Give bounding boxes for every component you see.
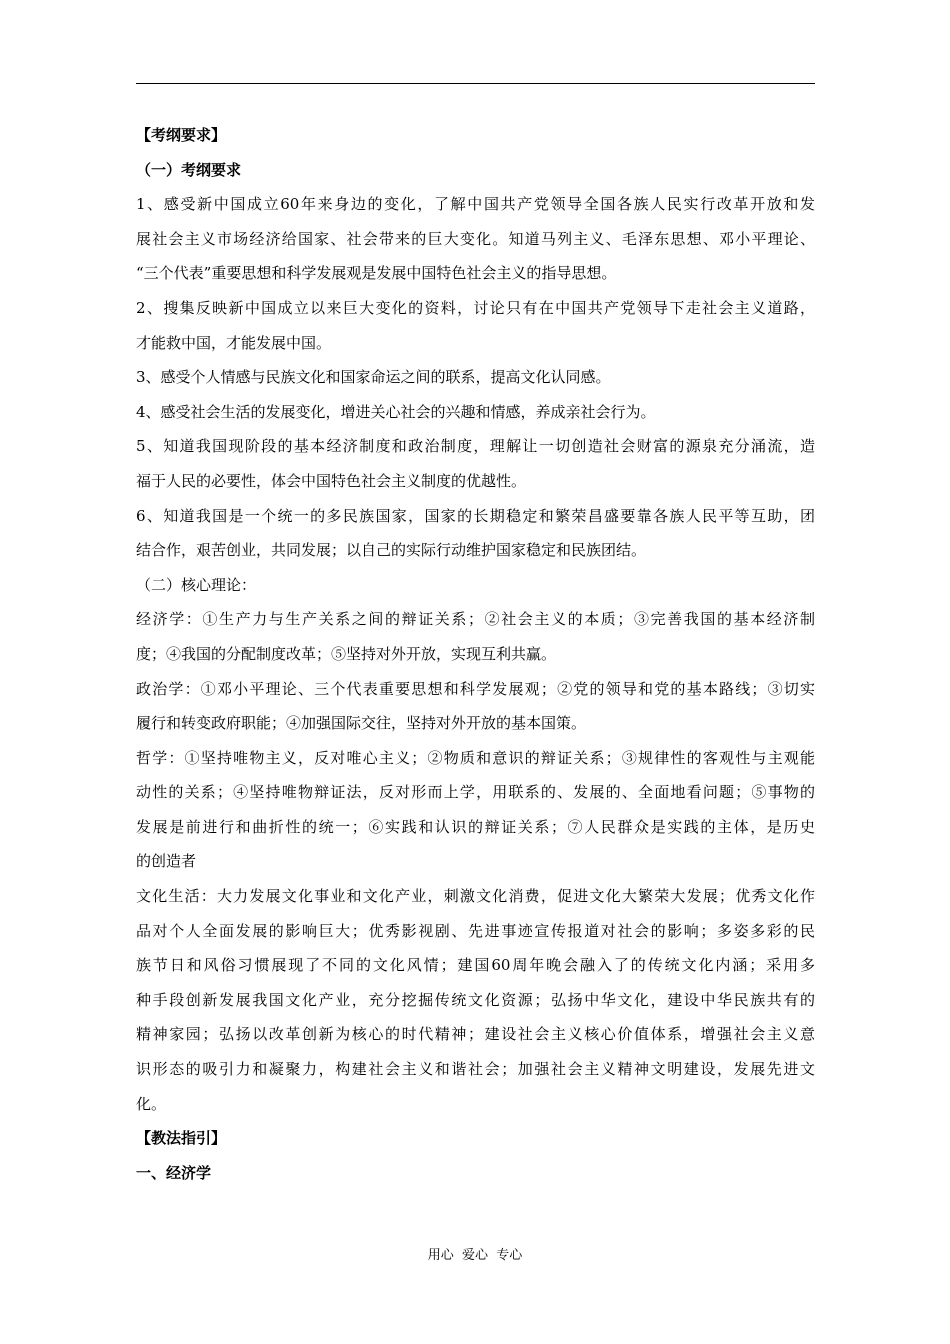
text-line: 动性的关系；④坚持唯物辩证法，反对形而上学，用联系的、发展的、全面地看问题；⑤事物的 [136, 783, 815, 802]
section-heading: 一、经济学 [136, 1163, 212, 1182]
text-line: 文化生活：大力发展文化事业和文化产业，刺激文化消费，促进文化大繁荣大发展；优秀文化作 [136, 887, 815, 906]
section-heading: 【教法指引】 [136, 1129, 227, 1148]
text-line: 1、感受新中国成立60年来身边的变化，了解中国共产党领导全国各族人民实行改革开放和发 [136, 195, 815, 214]
text-line: 哲学：①坚持唯物主义，反对唯心主义；②物质和意识的辩证关系；③规律性的客观性与主观能 [136, 748, 815, 767]
text-line: 3、感受个人情感与民族文化和国家命运之间的联系，提高文化认同感。 [136, 368, 611, 387]
text-line: 履行和转变政府职能；④加强国际交往，坚持对外开放的基本国策。 [136, 714, 587, 733]
text-line: 精神家园；弘扬以改革创新为核心的时代精神；建设社会主义核心价值体系，增强社会主义意 [136, 1025, 815, 1044]
text-line: 度；④我国的分配制度改革；⑤坚持对外开放，实现互利共赢。 [136, 644, 557, 663]
text-line: 的创造者 [136, 852, 197, 871]
text-line: 品对个人全面发展的影响巨大；优秀影视剧、先进事迹宣传报道对社会的影响；多姿多彩的民 [136, 921, 815, 940]
text-line: 政治学：①邓小平理论、三个代表重要思想和科学发展观；②党的领导和党的基本路线；③切实 [136, 679, 815, 698]
page-footer: 用心 爱心 专心 [427, 1248, 523, 1263]
text-line: 6、知道我国是一个统一的多民族国家，国家的长期稳定和繁荣昌盛要靠各族人民平等互助，团 [136, 506, 815, 525]
section-heading: （一）考纲要求 [136, 160, 242, 179]
text-line: 族节日和风俗习惯展现了不同的文化风情；建国60周年晚会融入了的传统文化内涵；采用多 [136, 956, 815, 975]
text-line: 经济学：①生产力与生产关系之间的辩证关系；②社会主义的本质；③完善我国的基本经济制 [136, 610, 815, 629]
text-line: “三个代表”重要思想和科学发展观是发展中国特色社会主义的指导思想。 [136, 264, 617, 283]
text-line: 2、搜集反映新中国成立以来巨大变化的资料，讨论只有在中国共产党领导下走社会主义道路， [136, 298, 815, 317]
text-line: 化。 [136, 1094, 167, 1113]
text-line: 展社会主义市场经济给国家、社会带来的巨大变化。知道马列主义、毛泽东思想、邓小平理论、 [136, 229, 815, 248]
text-line: 5、知道我国现阶段的基本经济制度和政治制度，理解让一切创造社会财富的源泉充分涌流，造 [136, 437, 815, 456]
text-line: 结合作，艰苦创业，共同发展；以自己的实际行动维护国家稳定和民族团结。 [136, 541, 647, 560]
text-line: （二）核心理论： [136, 575, 257, 594]
text-line: 发展是前进行和曲折性的统一；⑥实践和认识的辩证关系；⑦人民群众是实践的主体，是历史 [136, 817, 815, 836]
section-heading: 【考纲要求】 [136, 126, 227, 144]
text-line: 才能救中国，才能发展中国。 [136, 333, 332, 352]
document-body [136, 118, 815, 1190]
header-rule [136, 83, 815, 84]
text-line: 4、感受社会生活的发展变化，增进关心社会的兴趣和情感，养成亲社会行为。 [136, 402, 656, 421]
text-line: 福于人民的必要性，体会中国特色社会主义制度的优越性。 [136, 471, 527, 490]
text-line: 识形态的吸引力和凝聚力，构建社会主义和谐社会；加强社会主义精神文明建设，发展先进文 [136, 1060, 815, 1079]
text-line: 种手段创新发展我国文化产业，充分挖掘传统文化资源；弘扬中华文化，建设中华民族共有的 [136, 990, 815, 1009]
